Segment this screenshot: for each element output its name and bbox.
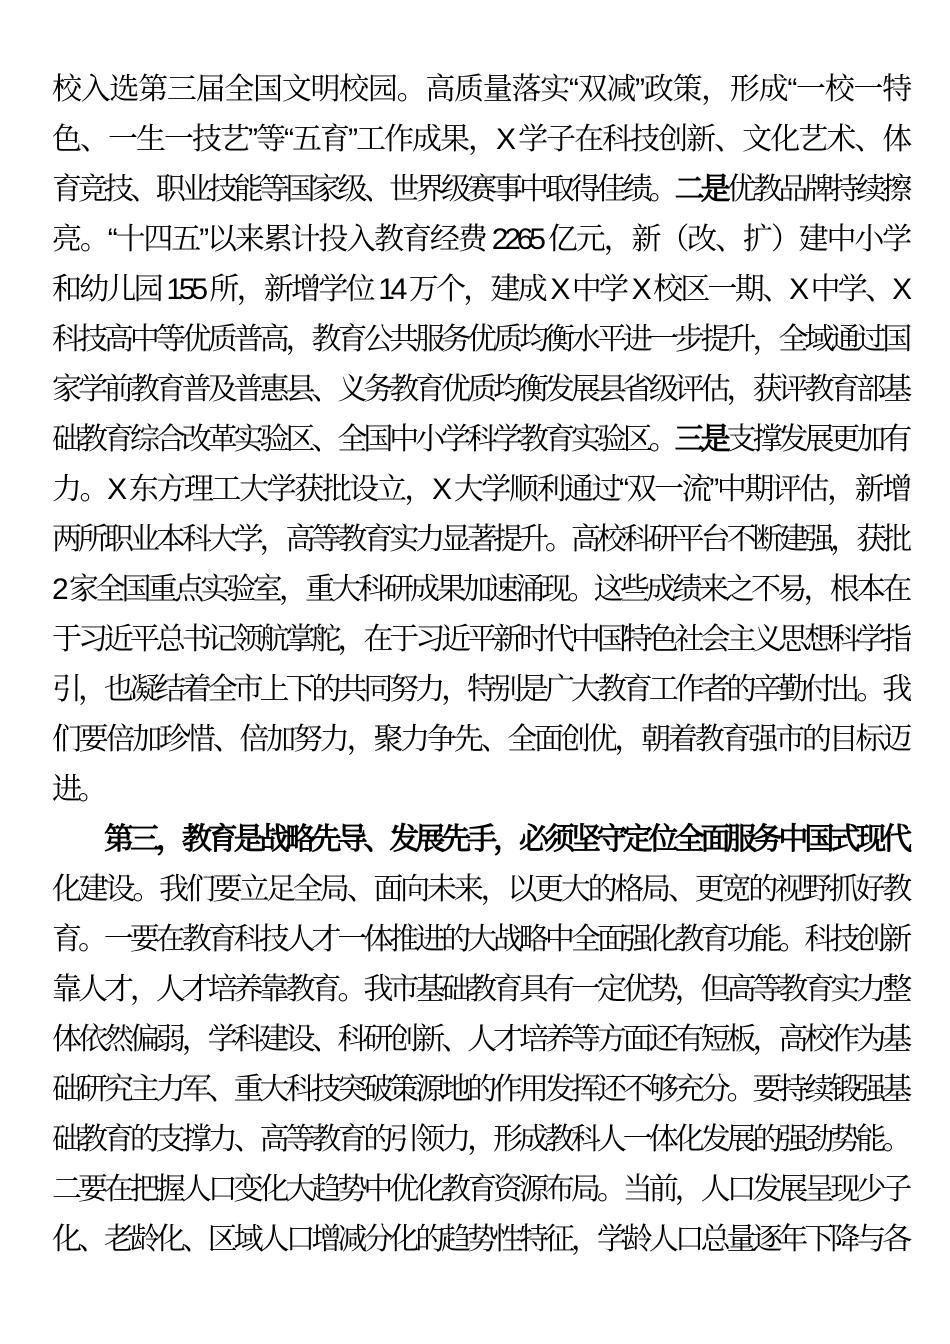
text-run: 育。一要在教育科技人才一体推进的大战略中全面强化教育功能。科技创新 [52,923,908,956]
text-run: 两所职业本科大学，高等教育实力显著提升。高校科研平台不断建强，获批 [52,523,908,556]
bold-text-run: 第三，教育是战略先导、发展先手，必须坚守定位全面服务中国式现代 [104,823,908,856]
text-line [52,165,908,215]
text-run: 家学前教育普及普惠县、义务教育优质均衡发展县省级评估，获评教育部基 [52,373,908,406]
text-run: 体依然偏弱，学科建设、科研创新、人才培养等方面还有短板，高校作为基 [52,1023,908,1056]
text-line [52,265,908,315]
text-run: 化建设。我们要立足全局、面向未来，以更大的格局、更宽的视野抓好教 [52,873,908,906]
text-run: 2 家全国重点实验室，重大科研成果加速涌现。这些成绩来之不易，根本在 [52,573,908,606]
text-line [52,865,908,915]
text-line [52,1015,908,1065]
text-line [52,1215,908,1265]
text-line [52,515,908,565]
text-run: 育竞技、职业技能等国家级、世界级赛事中取得佳绩。 [52,173,675,206]
text-line [52,1115,908,1165]
text-run: 和幼儿园 155 所，新增学位 14 万个，建成 X 中学 X 校区一期、X 中学、X [52,273,908,306]
text-run: 亮。“十四五”以来累计投入教育经费 2265 亿元，新（改、扩）建中小学 [52,223,908,256]
text-line [52,1065,908,1115]
text-run: 进。 [52,773,104,806]
text-run: 引，也凝结着全市上下的共同努力，特别是广大教育工作者的辛勤付出。我 [52,673,908,706]
text-line [52,215,908,265]
paragraph-1 [52,65,908,815]
text-line [52,815,908,865]
text-run: 础研究主力军、重大科技突破策源地的作用发挥还不够充分。要持续锻强基 [52,1073,908,1106]
text-line [52,65,908,115]
text-run: 科技高中等优质普高，教育公共服务优质均衡水平进一步提升，全域通过国 [52,323,908,356]
text-line [52,115,908,165]
document-body [52,65,908,1265]
text-run: 们要倍加珍惜、倍加努力，聚力争先、全面创优，朝着教育强市的目标迈 [52,723,908,756]
text-run: 支撑发展更加有 [726,423,908,456]
text-line [52,465,908,515]
text-run: 化、老龄化、区域人口增减分化的趋势性特征，学龄人口总量逐年下降与各 [52,1223,908,1256]
paragraph-2 [52,815,908,1265]
text-run: 力。X 东方理工大学获批设立，X 大学顺利通过“双一流”中期评估，新增 [52,473,908,506]
text-line [52,365,908,415]
text-run: 校入选第三届全国文明校园。高质量落实“双减”政策，形成“一校一特 [52,73,908,106]
text-run: 靠人才，人才培养靠教育。我市基础教育具有一定优势，但高等教育实力整 [52,973,908,1006]
text-run: 优教品牌持续擦 [726,173,908,206]
text-line [52,765,908,815]
text-line [52,315,908,365]
text-line [52,665,908,715]
text-run: 础教育综合改革实验区、全国中小学科学教育实验区。 [52,423,675,456]
text-line [52,965,908,1015]
bold-text-run: 三是 [674,423,727,456]
text-run: 础教育的支撑力、高等教育的引领力，形成教科人一体化发展的强劲势能。 [52,1123,908,1156]
text-line [52,1165,908,1215]
text-line [52,915,908,965]
text-line [52,715,908,765]
text-run: 色、一生一技艺”等“五育”工作成果，X 学子在科技创新、文化艺术、体 [52,123,908,156]
text-run: 于习近平总书记领航掌舵，在于习近平新时代中国特色社会主义思想科学指 [52,623,908,656]
text-line [52,615,908,665]
text-line [52,565,908,615]
text-run: 二要在把握人口变化大趋势中优化教育资源布局。当前，人口发展呈现少子 [52,1173,908,1206]
text-line [52,415,908,465]
bold-text-run: 二是 [674,173,727,206]
